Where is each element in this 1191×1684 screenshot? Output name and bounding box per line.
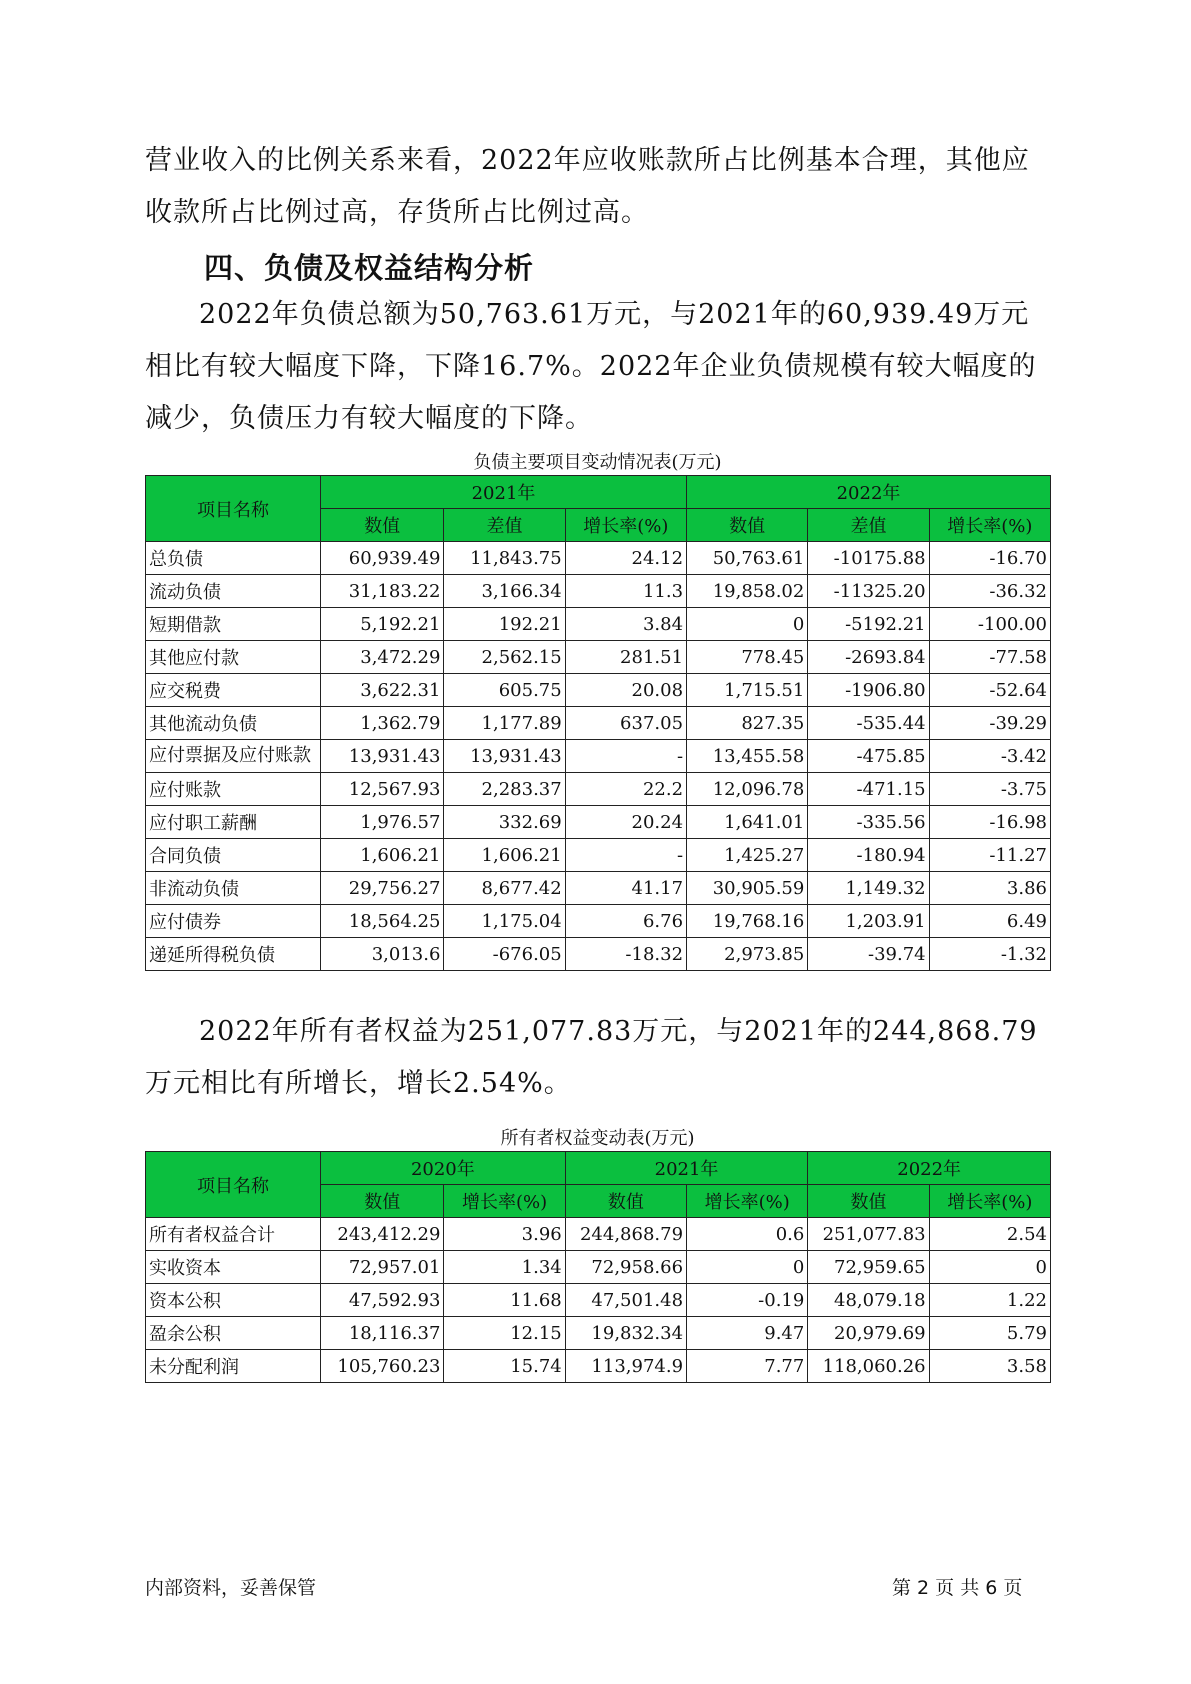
table-cell: -39.74 (808, 938, 929, 971)
item-name-header: 项目名称 (146, 476, 321, 542)
table-row (146, 608, 1051, 641)
table-cell: 2,973.85 (687, 938, 808, 971)
table-cell: 47,501.48 (565, 1284, 686, 1317)
subheader: 差值 (808, 509, 929, 542)
row-label: 短期借款 (146, 608, 321, 641)
table-cell: 20,979.69 (808, 1317, 929, 1350)
footer-confidential-note: 内部资料，妥善保管 (145, 1577, 317, 1599)
table-cell: 6.49 (929, 905, 1050, 938)
row-label: 未分配利润 (146, 1350, 321, 1383)
table-cell: 605.75 (444, 674, 565, 707)
subheader: 数值 (808, 1185, 929, 1218)
table-cell: 72,957.01 (320, 1251, 443, 1284)
table-cell: 72,958.66 (565, 1251, 686, 1284)
year-header: 2021年 (565, 1152, 808, 1185)
subheader: 差值 (444, 509, 565, 542)
table-row (146, 872, 1051, 905)
table-cell: -36.32 (929, 575, 1050, 608)
table-cell: 3,622.31 (320, 674, 443, 707)
table-cell: 12,567.93 (320, 773, 443, 806)
table-row (146, 1350, 1051, 1383)
row-label: 盈余公积 (146, 1317, 321, 1350)
table-cell: 113,974.9 (565, 1350, 686, 1383)
subheader: 数值 (687, 509, 808, 542)
table-cell: 0 (687, 1251, 808, 1284)
table-cell: 1.22 (929, 1284, 1050, 1317)
table-cell: 11.3 (565, 575, 686, 608)
table-cell: 1.34 (444, 1251, 565, 1284)
table-cell: 29,756.27 (320, 872, 443, 905)
row-label: 应付职工薪酬 (146, 806, 321, 839)
liability-table (145, 475, 1051, 971)
liability-paragraph: 2022年负债总额为50,763.61万元，与2021年的60,939.49万元相比有较大幅度下降，下降16.7%。2022年企业负债规模有较大幅度的减少，负债压力有较大幅度的下降。 (145, 299, 1037, 434)
subheader: 增长率(%) (929, 1185, 1050, 1218)
row-label: 应交税费 (146, 674, 321, 707)
year-header: 2021年 (320, 476, 686, 509)
table-cell: 244,868.79 (565, 1218, 686, 1251)
table-cell: 19,858.02 (687, 575, 808, 608)
table-row (146, 674, 1051, 707)
table-cell: 6.76 (565, 905, 686, 938)
row-label: 总负债 (146, 542, 321, 575)
intro-paragraph: 营业收入的比例关系来看，2022年应收账款所占比例基本合理，其他应收款所占比例过高，存货所占比例过高。 (145, 145, 1030, 228)
table-row (146, 905, 1051, 938)
table-cell: -475.85 (808, 740, 929, 773)
table-cell: 192.21 (444, 608, 565, 641)
table-cell: 118,060.26 (808, 1350, 929, 1383)
table-cell: 2.54 (929, 1218, 1050, 1251)
table-row (146, 1284, 1051, 1317)
table-cell: 15.74 (444, 1350, 565, 1383)
table-cell: 0 (687, 608, 808, 641)
table-cell: -5192.21 (808, 608, 929, 641)
table-cell: 72,959.65 (808, 1251, 929, 1284)
table-cell: -16.70 (929, 542, 1050, 575)
liability-table-caption: 负债主要项目变动情况表(万元) (473, 452, 722, 473)
table-cell: 11.68 (444, 1284, 565, 1317)
table-cell: 2,562.15 (444, 641, 565, 674)
table-cell: 13,455.58 (687, 740, 808, 773)
table-cell: -1.32 (929, 938, 1050, 971)
table-cell: -335.56 (808, 806, 929, 839)
table-cell: 3.86 (929, 872, 1050, 905)
table-cell: -100.00 (929, 608, 1050, 641)
table-cell: 47,592.93 (320, 1284, 443, 1317)
table-cell: 3,472.29 (320, 641, 443, 674)
table-cell: 281.51 (565, 641, 686, 674)
year-header: 2020年 (320, 1152, 565, 1185)
table-cell: 20.08 (565, 674, 686, 707)
table-cell: 1,715.51 (687, 674, 808, 707)
table-cell: 13,931.43 (320, 740, 443, 773)
table-cell: -16.98 (929, 806, 1050, 839)
table-cell: 1,641.01 (687, 806, 808, 839)
section-heading: 四、负债及权益结构分析 (204, 251, 535, 285)
table-cell: 60,939.49 (320, 542, 443, 575)
table-cell: 13,931.43 (444, 740, 565, 773)
row-label: 合同负债 (146, 839, 321, 872)
table-cell: -18.32 (565, 938, 686, 971)
subheader: 增长率(%) (687, 1185, 808, 1218)
equity-paragraph: 2022年所有者权益为251,077.83万元，与2021年的244,868.79万元相比有所增长，增长2.54%。 (145, 1016, 1038, 1099)
subheader: 增长率(%) (444, 1185, 565, 1218)
table-cell: -3.75 (929, 773, 1050, 806)
table-cell: -471.15 (808, 773, 929, 806)
table-cell: 332.69 (444, 806, 565, 839)
table-cell: 1,606.21 (320, 839, 443, 872)
subheader: 数值 (320, 509, 443, 542)
table-cell: 19,832.34 (565, 1317, 686, 1350)
table-cell: 3.96 (444, 1218, 565, 1251)
table-row (146, 641, 1051, 674)
table-cell: -77.58 (929, 641, 1050, 674)
table-row (146, 1251, 1051, 1284)
row-label: 实收资本 (146, 1251, 321, 1284)
table-cell: 22.2 (565, 773, 686, 806)
table-cell: 41.17 (565, 872, 686, 905)
table-cell: 1,976.57 (320, 806, 443, 839)
table-cell: 48,079.18 (808, 1284, 929, 1317)
row-label: 应付账款 (146, 773, 321, 806)
year-header: 2022年 (808, 1152, 1051, 1185)
table-cell: -535.44 (808, 707, 929, 740)
table-cell: 1,177.89 (444, 707, 565, 740)
table-cell: -3.42 (929, 740, 1050, 773)
table-cell: 1,149.32 (808, 872, 929, 905)
table-cell: 12,096.78 (687, 773, 808, 806)
table-cell: 251,077.83 (808, 1218, 929, 1251)
subheader: 数值 (565, 1185, 686, 1218)
table-cell: 8,677.42 (444, 872, 565, 905)
row-label: 其他应付款 (146, 641, 321, 674)
table-cell: - (565, 839, 686, 872)
row-label: 其他流动负债 (146, 707, 321, 740)
table-cell: 5,192.21 (320, 608, 443, 641)
table-cell: 1,175.04 (444, 905, 565, 938)
table-row (146, 839, 1051, 872)
table-row (146, 806, 1051, 839)
table-cell: 1,203.91 (808, 905, 929, 938)
table-cell: 3,166.34 (444, 575, 565, 608)
table-cell: 5.79 (929, 1317, 1050, 1350)
table-row (146, 575, 1051, 608)
row-label: 应付票据及应付账款 (146, 740, 321, 773)
table-row (146, 707, 1051, 740)
table-cell: 11,843.75 (444, 542, 565, 575)
row-label: 应付债券 (146, 905, 321, 938)
table-cell: 20.24 (565, 806, 686, 839)
table-row (146, 740, 1051, 773)
footer-page-number: 第 2 页 共 6 页 (892, 1577, 1023, 1599)
equity-table-caption: 所有者权益变动表(万元) (500, 1128, 695, 1149)
table-cell: -676.05 (444, 938, 565, 971)
subheader: 增长率(%) (929, 509, 1050, 542)
table-cell: -11325.20 (808, 575, 929, 608)
table-row (146, 1218, 1051, 1251)
table-cell: -2693.84 (808, 641, 929, 674)
table-row (146, 773, 1051, 806)
table-cell: 30,905.59 (687, 872, 808, 905)
table-cell: 31,183.22 (320, 575, 443, 608)
table-cell: 105,760.23 (320, 1350, 443, 1383)
table-cell: 0.6 (687, 1218, 808, 1251)
year-header: 2022年 (687, 476, 1051, 509)
row-label: 非流动负债 (146, 872, 321, 905)
table-cell: 637.05 (565, 707, 686, 740)
table-cell: 19,768.16 (687, 905, 808, 938)
equity-table (145, 1151, 1051, 1383)
item-name-header: 项目名称 (146, 1152, 321, 1218)
row-label: 递延所得税负债 (146, 938, 321, 971)
table-row (146, 542, 1051, 575)
table-cell: - (565, 740, 686, 773)
table-cell: -10175.88 (808, 542, 929, 575)
table-cell: 3.84 (565, 608, 686, 641)
table-cell: 0 (929, 1251, 1050, 1284)
table-row (146, 938, 1051, 971)
table-cell: 50,763.61 (687, 542, 808, 575)
table-cell: -52.64 (929, 674, 1050, 707)
table-row (146, 1317, 1051, 1350)
table-cell: 1,362.79 (320, 707, 443, 740)
table-cell: 9.47 (687, 1317, 808, 1350)
table-cell: 3.58 (929, 1350, 1050, 1383)
table-cell: 7.77 (687, 1350, 808, 1383)
row-label: 所有者权益合计 (146, 1218, 321, 1251)
table-cell: 2,283.37 (444, 773, 565, 806)
table-cell: 12.15 (444, 1317, 565, 1350)
table-cell: 18,564.25 (320, 905, 443, 938)
table-cell: -0.19 (687, 1284, 808, 1317)
table-cell: 827.35 (687, 707, 808, 740)
table-cell: -180.94 (808, 839, 929, 872)
row-label: 资本公积 (146, 1284, 321, 1317)
table-cell: -11.27 (929, 839, 1050, 872)
table-cell: 1,606.21 (444, 839, 565, 872)
table-cell: -1906.80 (808, 674, 929, 707)
table-cell: 1,425.27 (687, 839, 808, 872)
table-cell: 243,412.29 (320, 1218, 443, 1251)
table-cell: 3,013.6 (320, 938, 443, 971)
table-cell: -39.29 (929, 707, 1050, 740)
row-label: 流动负债 (146, 575, 321, 608)
table-cell: 24.12 (565, 542, 686, 575)
table-cell: 778.45 (687, 641, 808, 674)
subheader: 数值 (320, 1185, 443, 1218)
table-cell: 18,116.37 (320, 1317, 443, 1350)
subheader: 增长率(%) (565, 509, 686, 542)
